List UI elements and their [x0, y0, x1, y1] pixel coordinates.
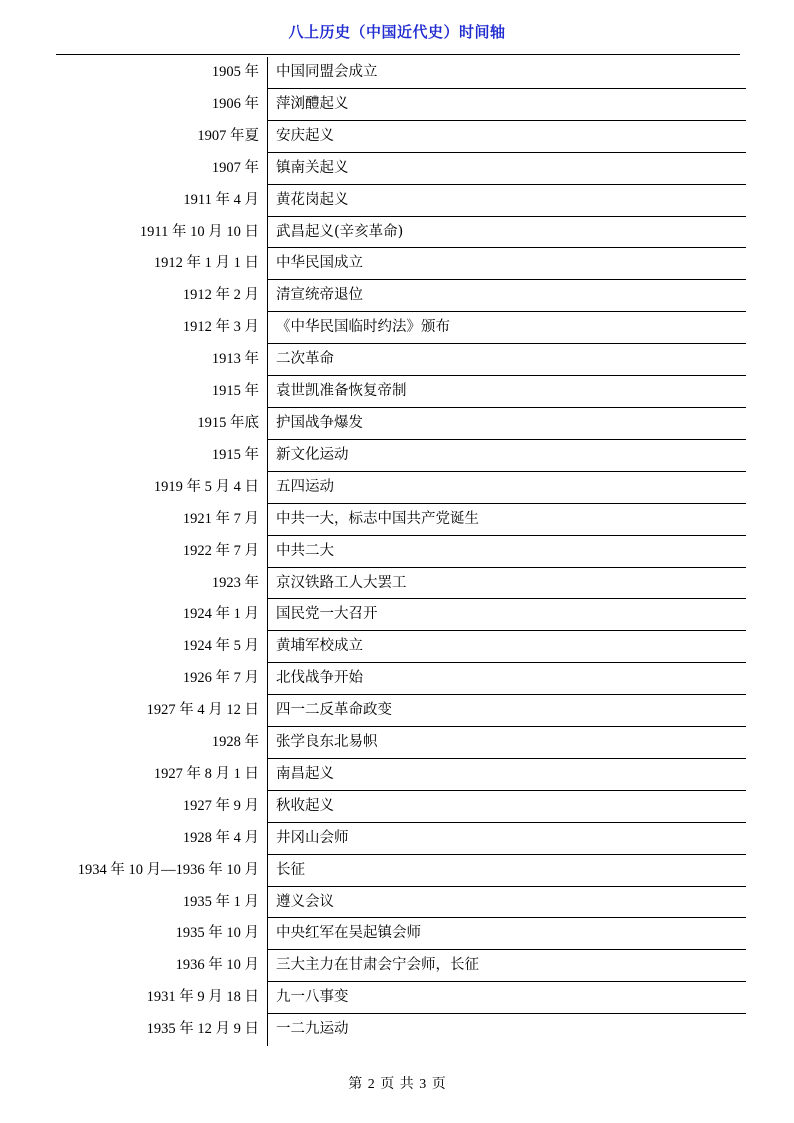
event-cell: 新文化运动	[268, 440, 746, 472]
table-row	[50, 57, 746, 89]
date-cell: 1919 年 5 月 4 日	[50, 472, 268, 504]
date-cell: 1928 年	[50, 727, 268, 759]
table-row	[50, 855, 746, 887]
table-row	[50, 695, 746, 727]
date-cell: 1926 年 7 月	[50, 663, 268, 695]
date-cell: 1921 年 7 月	[50, 504, 268, 536]
event-cell: 镇南关起义	[268, 153, 746, 185]
event-cell: 清宣统帝退位	[268, 280, 746, 312]
table-row	[50, 472, 746, 504]
date-cell: 1915 年	[50, 440, 268, 472]
date-cell: 1912 年 1 月 1 日	[50, 248, 268, 280]
date-cell: 1924 年 1 月	[50, 599, 268, 631]
event-cell: 中共一大，标志中国共产党诞生	[268, 504, 746, 536]
event-cell: 黄埔军校成立	[268, 631, 746, 663]
event-cell: 中央红军在吴起镇会师	[268, 918, 746, 950]
date-cell: 1935 年 12 月 9 日	[50, 1014, 268, 1046]
table-row	[50, 631, 746, 663]
event-cell: 四一二反革命政变	[268, 695, 746, 727]
date-cell: 1931 年 9 月 18 日	[50, 982, 268, 1014]
table-row	[50, 280, 746, 312]
date-cell: 1922 年 7 月	[50, 536, 268, 568]
table-row	[50, 950, 746, 982]
event-cell: 国民党一大召开	[268, 599, 746, 631]
page-title: 八上历史（中国近代史）时间轴	[288, 23, 506, 41]
table-row	[50, 376, 746, 408]
title-divider	[56, 54, 740, 55]
date-cell: 1915 年底	[50, 408, 268, 440]
date-cell: 1911 年 4 月	[50, 185, 268, 217]
date-cell: 1936 年 10 月	[50, 950, 268, 982]
event-cell: 遵义会议	[268, 887, 746, 919]
table-row	[50, 89, 746, 121]
table-row	[50, 823, 746, 855]
table-row	[50, 759, 746, 791]
table-row	[50, 408, 746, 440]
event-cell: 张学良东北易帜	[268, 727, 746, 759]
table-row	[50, 568, 746, 600]
event-cell: 安庆起义	[268, 121, 746, 153]
date-cell: 1935 年 10 月	[50, 918, 268, 950]
event-cell: 中华民国成立	[268, 248, 746, 280]
table-row	[50, 663, 746, 695]
table-row	[50, 504, 746, 536]
date-cell: 1927 年 9 月	[50, 791, 268, 823]
timeline-table	[50, 57, 746, 1046]
table-row	[50, 536, 746, 568]
date-cell: 1923 年	[50, 568, 268, 600]
table-row	[50, 1014, 746, 1046]
event-cell: 长征	[268, 855, 746, 887]
table-row	[50, 248, 746, 280]
event-cell: 《中华民国临时约法》颁布	[268, 312, 746, 344]
date-cell: 1927 年 8 月 1 日	[50, 759, 268, 791]
date-cell: 1907 年	[50, 153, 268, 185]
date-cell: 1907 年夏	[50, 121, 268, 153]
date-cell: 1912 年 3 月	[50, 312, 268, 344]
event-cell: 中共二大	[268, 536, 746, 568]
table-row	[50, 185, 746, 217]
event-cell: 九一八事变	[268, 982, 746, 1014]
table-row	[50, 153, 746, 185]
table-row	[50, 887, 746, 919]
event-cell: 中国同盟会成立	[268, 57, 746, 89]
event-cell: 黄花岗起义	[268, 185, 746, 217]
date-cell: 1913 年	[50, 344, 268, 376]
event-cell: 井冈山会师	[268, 823, 746, 855]
table-row	[50, 918, 746, 950]
page-number: 第 2 页 共 3 页	[348, 1077, 446, 1092]
event-cell: 袁世凯准备恢复帝制	[268, 376, 746, 408]
event-cell: 京汉铁路工人大罢工	[268, 568, 746, 600]
event-cell: 一二九运动	[276, 1021, 349, 1038]
date-cell: 1927 年 4 月 12 日	[50, 695, 268, 727]
date-cell: 1928 年 4 月	[50, 823, 268, 855]
date-cell: 1935 年 1 月	[50, 887, 268, 919]
table-row	[50, 599, 746, 631]
table-row	[50, 121, 746, 153]
date-cell: 1905 年	[50, 57, 268, 89]
date-cell: 1906 年	[50, 89, 268, 121]
event-cell: 北伐战争开始	[268, 663, 746, 695]
table-row	[50, 982, 746, 1014]
table-row	[50, 727, 746, 759]
event-cell: 二次革命	[268, 344, 746, 376]
date-cell: 1934 年 10 月—1936 年 10 月	[50, 855, 268, 887]
event-cell: 萍浏醴起义	[268, 89, 746, 121]
event-cell: 南昌起义	[268, 759, 746, 791]
table-row	[50, 440, 746, 472]
date-cell: 1915 年	[50, 376, 268, 408]
event-cell: 武昌起义(辛亥革命)	[268, 217, 746, 249]
event-cell: 秋收起义	[268, 791, 746, 823]
event-cell: 三大主力在甘肃会宁会师，长征	[268, 950, 746, 982]
table-row	[50, 344, 746, 376]
date-cell: 1912 年 2 月	[50, 280, 268, 312]
date-cell: 1911 年 10 月 10 日	[50, 217, 268, 249]
date-cell: 1924 年 5 月	[50, 631, 268, 663]
table-row	[50, 791, 746, 823]
event-cell: 五四运动	[268, 472, 746, 504]
table-row	[50, 217, 746, 249]
event-cell: 护国战争爆发	[268, 408, 746, 440]
table-row	[50, 312, 746, 344]
